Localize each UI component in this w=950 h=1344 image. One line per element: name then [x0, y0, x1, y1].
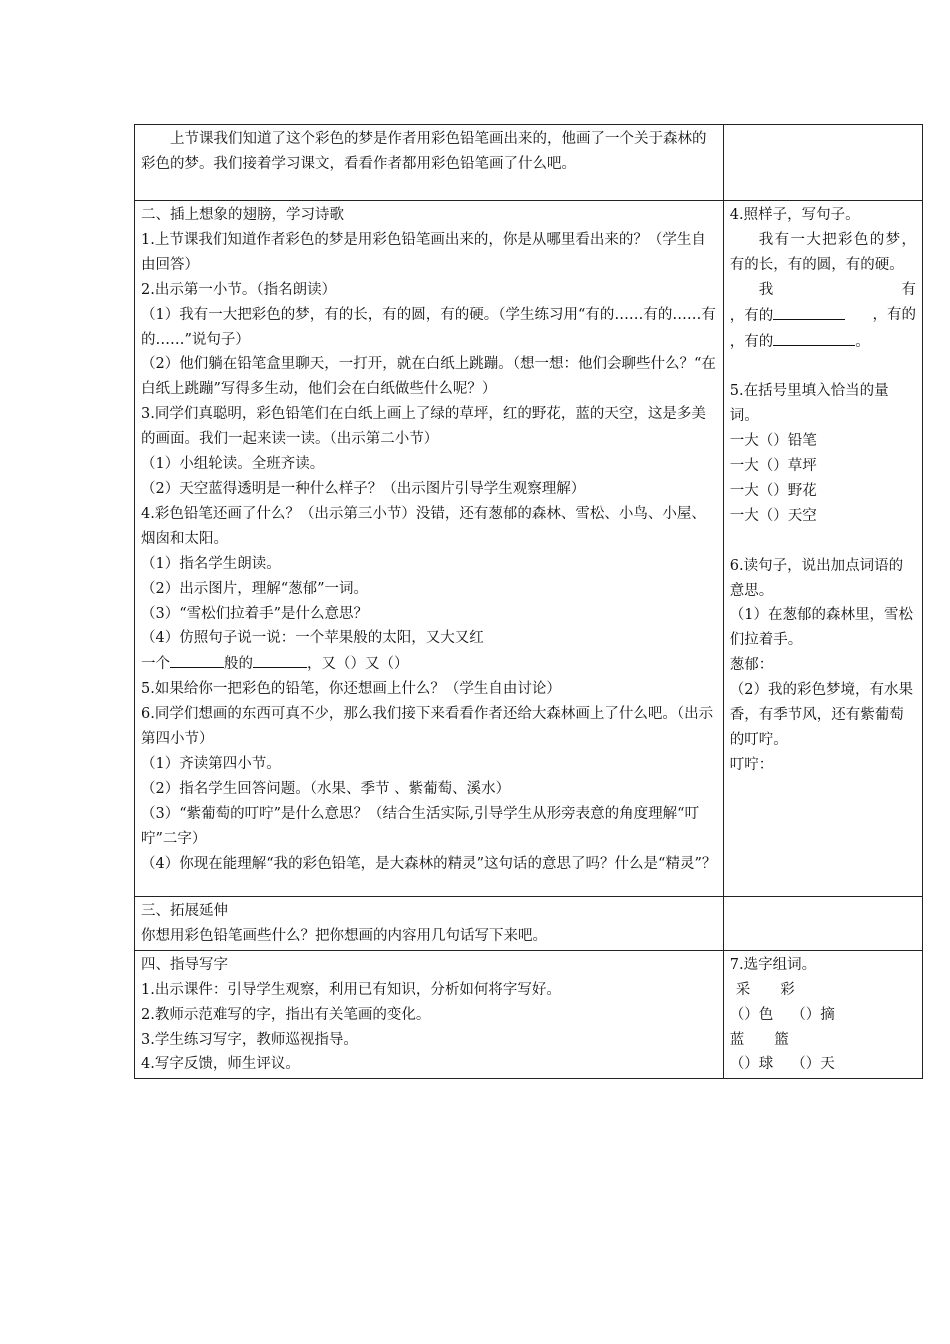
char-option: 采 — [735, 981, 751, 998]
char-pair — [730, 1028, 916, 1053]
step-text: 1.上节课我们知道作者彩色的梦是用彩色铅笔画出来的，你是从哪里看出来的？（学生自由回答） — [141, 231, 706, 273]
word-label: 葱郁： — [729, 657, 774, 674]
blank-line[interactable] — [773, 303, 845, 320]
step-text: （1）我有一大把彩色的梦，有的长，有的圆，有的硬。（学生练习用“有的……有的……有的……”说句子） — [141, 306, 716, 348]
blank-line[interactable] — [253, 651, 307, 668]
practice-line — [730, 303, 916, 329]
char-option: 篮 — [774, 1031, 789, 1048]
step-text: 4.彩色铅笔还画了什么？（出示第三小节）没错，还有葱郁的森林、雪松、小鸟、小屋、烟囱和太阳。 — [141, 505, 706, 547]
practice-text: ，有的 — [729, 333, 774, 350]
section-two-cell — [135, 201, 724, 897]
fill-text: 一个 — [141, 656, 170, 673]
word-blank: （）色 — [729, 1006, 774, 1023]
practice-text: ，有的 — [729, 307, 774, 324]
measure-word-item: 一大（）野花 — [729, 482, 817, 499]
step-text: 6.同学们想画的东西可真不少，那么我们接下来看看作者还给大森林画上了什么吧。（出示第四小节） — [141, 706, 714, 748]
step-text: （2）天空蓝得透明是一种什么样子？（出示图片引导学生观察理解） — [141, 480, 586, 497]
section-three-cell — [135, 897, 724, 951]
measure-word-item: 一大（）天空 — [729, 507, 817, 524]
word-blank: （）摘 — [791, 1006, 835, 1023]
section-heading: 四、指导写字 — [141, 956, 228, 973]
step-text: （1）齐读第四小节。 — [141, 755, 281, 772]
word-blanks — [730, 1052, 916, 1077]
exercise-title: 6.读句子，说出加点词语的意思。 — [729, 557, 904, 599]
fill-text: ，又（）又（） — [307, 656, 409, 673]
exercise-title: 5.在括号里填入恰当的量词。 — [729, 383, 889, 425]
step-text: （2）他们躺在铅笔盒里聊天，一打开，就在白纸上跳蹦。（想一想：他们会聊些什么？“在白纸上跳蹦”写得多生动，他们会在白纸做些什么呢？） — [141, 356, 716, 398]
table-row — [135, 125, 923, 201]
table-row — [135, 897, 923, 951]
sentence-item: （2）我的彩色梦境，有水果香，有季节风，还有紫葡萄的叮咛。 — [729, 682, 913, 748]
step-text: 你想用彩色铅笔画些什么？把你想画的内容用几句话写下来吧。 — [141, 927, 547, 944]
example-sentence: 我有一大把彩色的梦，有的长，有的圆，有的硬。 — [729, 231, 916, 273]
exercise-cell — [723, 201, 922, 897]
practice-text: ，有的 — [872, 306, 916, 323]
step-text: 5.如果给你一把彩色的铅笔，你还想画上什么？（学生自由讨论） — [141, 681, 561, 698]
step-text: 4.写字反馈，师生评议。 — [141, 1056, 300, 1073]
lesson-plan-table — [134, 124, 923, 1079]
practice-line — [730, 329, 916, 355]
blank-line[interactable] — [170, 651, 224, 668]
step-text: 2.出示第一小节。（指名朗读） — [141, 281, 337, 298]
word-choice-cell — [723, 950, 922, 1079]
step-text: （2）指名学生回答问题。（水果、季节 、紫葡萄、溪水） — [141, 780, 511, 797]
blank-line[interactable] — [773, 329, 855, 346]
fill-text: 般的 — [224, 656, 253, 673]
intro-cell — [135, 125, 724, 201]
char-pair — [730, 978, 916, 1003]
word-label: 叮咛： — [729, 756, 774, 773]
word-blank: （）球 — [729, 1056, 774, 1073]
empty-cell — [723, 897, 922, 951]
char-option: 彩 — [780, 981, 795, 998]
step-text: （3）“紫葡萄的叮咛”是什么意思？（结合生活实际,引导学生从形旁表意的角度理解“叮咛”二字） — [141, 805, 700, 847]
practice-text: 。 — [855, 333, 870, 350]
section-heading: 三、拓展延伸 — [141, 903, 228, 919]
section-heading: 二、插上想象的翅膀，学习诗歌 — [141, 207, 344, 223]
fill-blank-sentence — [141, 651, 717, 677]
table-row — [135, 201, 923, 897]
exercise-title: 4.照样子，写句子。 — [729, 207, 860, 223]
measure-word-item: 一大（）铅笔 — [729, 433, 817, 450]
step-text: （1）指名学生朗读。 — [141, 555, 281, 572]
step-text: 1.出示课件：引导学生观察，利用已有知识，分析如何将字写好。 — [141, 981, 561, 998]
word-blank: （）天 — [791, 1056, 835, 1073]
empty-cell — [723, 125, 922, 201]
intro-text: 上节课我们知道了这个彩色的梦是作者用彩色铅笔画出来的，他画了一个关于森林的彩色的梦。我们接着学习课文，看看作者都用彩色铅笔画了什么吧。 — [141, 131, 707, 172]
spacer — [730, 529, 916, 554]
step-text: 2.教师示范难写的字，指出有关笔画的变化。 — [141, 1006, 431, 1023]
sentence-item: （1）在葱郁的森林里，雪松们拉着手。 — [729, 607, 913, 649]
char-option: 蓝 — [729, 1031, 745, 1048]
practice-line — [730, 278, 916, 303]
measure-word-item: 一大（）草坪 — [729, 458, 817, 475]
step-text: 3.学生练习写字，教师巡视指导。 — [141, 1031, 358, 1048]
step-text: （3）“雪松们拉着手”是什么意思？ — [141, 605, 369, 622]
step-text: 3.同学们真聪明，彩色铅笔们在白纸上画上了绿的草坪，红的野花，蓝的天空，这是多美的画面。我们一起来读一读。（出示第二小节） — [141, 406, 706, 448]
step-text: （1）小组轮读。全班齐读。 — [141, 456, 325, 473]
step-text: （4）你现在能理解“我的彩色铅笔，是大森林的精灵”这句话的意思了吗？什么是“精灵”？ — [141, 855, 717, 872]
section-four-cell — [135, 950, 724, 1079]
table-row — [135, 950, 923, 1079]
exercise-title: 7.选字组词。 — [729, 956, 817, 973]
spacer — [730, 354, 916, 379]
practice-text: 我 — [758, 281, 774, 298]
word-blanks — [730, 1003, 916, 1028]
step-text: （2）出示图片，理解“葱郁”一词。 — [141, 580, 369, 597]
step-text: （4）仿照句子说一说：一个苹果般的太阳，又大又红 — [141, 630, 484, 647]
practice-text: 有 — [901, 281, 916, 298]
